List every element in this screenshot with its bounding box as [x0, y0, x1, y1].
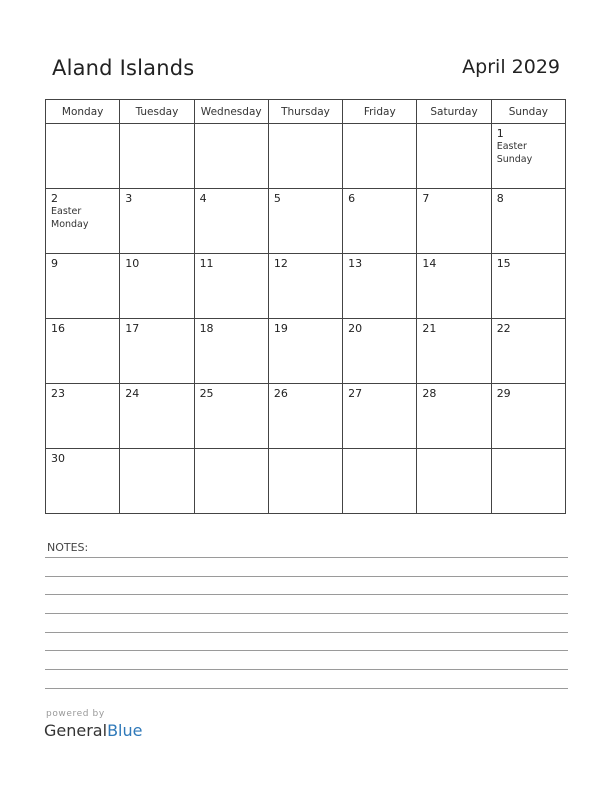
day-number: 7: [422, 192, 430, 205]
day-number: [269, 449, 342, 452]
day-number: 21: [422, 322, 437, 335]
weekday-header: Thursday: [268, 100, 342, 124]
day-cell: [491, 384, 565, 449]
notes-line: [45, 576, 568, 577]
day-number: 6: [348, 192, 356, 205]
day-number: 5: [273, 192, 281, 205]
notes-line: [45, 669, 568, 670]
weekday-header: Wednesday: [194, 100, 268, 124]
day-number: 3: [125, 192, 133, 205]
notes-line: [45, 688, 568, 689]
day-cell: [120, 384, 194, 449]
week-row: [46, 319, 566, 384]
day-number: [343, 449, 416, 452]
day-cell: [343, 124, 417, 189]
calendar-grid: [45, 99, 566, 514]
day-number: 2: [51, 192, 58, 205]
day-cell: [120, 124, 194, 189]
day-cell: [194, 124, 268, 189]
day-cell: [343, 384, 417, 449]
day-cell: [120, 254, 194, 319]
day-cell: [120, 319, 194, 384]
day-number: 24: [125, 387, 140, 400]
day-cell: [417, 384, 491, 449]
day-cell: [46, 124, 120, 189]
day-number: 12: [273, 257, 288, 270]
day-cell: [46, 449, 120, 514]
brand-blue: Blue: [107, 721, 143, 740]
day-cell: [46, 254, 120, 319]
week-row: [46, 124, 566, 189]
day-number: [269, 124, 342, 127]
day-number: 1: [496, 127, 504, 140]
day-number: [46, 124, 119, 127]
weekday-header: Saturday: [417, 100, 491, 124]
day-cell: [343, 449, 417, 514]
day-cell: [491, 254, 565, 319]
day-cell: [194, 189, 268, 254]
day-number: [120, 124, 193, 127]
powered-by-text: powered by: [46, 709, 105, 719]
day-cell: [343, 189, 417, 254]
day-number: 17: [125, 322, 140, 335]
holiday-label: Easter Monday: [51, 206, 89, 230]
day-cell: [491, 449, 565, 514]
day-cell: [417, 319, 491, 384]
week-row: [46, 384, 566, 449]
day-cell: [491, 319, 565, 384]
day-cell: [417, 254, 491, 319]
day-number: 29: [496, 387, 511, 400]
day-cell: [417, 449, 491, 514]
calendar-title: Aland Islands: [52, 56, 195, 80]
day-cell: [268, 449, 342, 514]
notes-line: [45, 632, 568, 633]
weekday-header: Tuesday: [120, 100, 194, 124]
day-number: [120, 449, 193, 452]
notes-line: [45, 613, 568, 614]
day-cell: [268, 319, 342, 384]
week-row: [46, 449, 566, 514]
day-number: 18: [199, 322, 214, 335]
day-cell: [268, 124, 342, 189]
day-number: 23: [51, 387, 65, 400]
day-number: 27: [348, 387, 363, 400]
day-number: 26: [273, 387, 288, 400]
day-cell: [46, 384, 120, 449]
day-cell: [194, 449, 268, 514]
day-cell: [194, 254, 268, 319]
day-number: [195, 449, 268, 452]
day-cell: [417, 189, 491, 254]
week-row: [46, 254, 566, 319]
day-cell: [268, 189, 342, 254]
day-number: 15: [496, 257, 511, 270]
notes-label: NOTES:: [47, 541, 89, 554]
calendar-month: April 2029: [462, 56, 560, 78]
weekday-header-row: [46, 100, 566, 124]
day-number: 9: [51, 257, 58, 270]
day-cell: [343, 254, 417, 319]
notes-line: [45, 557, 568, 558]
weekday-header: Friday: [343, 100, 417, 124]
brand-general: General: [44, 721, 108, 740]
day-cell: [120, 449, 194, 514]
day-number: 10: [125, 257, 140, 270]
day-cell: [491, 124, 565, 189]
day-number: 11: [199, 257, 214, 270]
day-number: 22: [496, 322, 511, 335]
day-cell: [194, 384, 268, 449]
notes-line: [45, 650, 568, 651]
day-number: 28: [422, 387, 437, 400]
day-cell: [46, 189, 120, 254]
day-number: 13: [348, 257, 363, 270]
day-number: [417, 449, 490, 452]
day-number: 4: [199, 192, 207, 205]
day-cell: [46, 319, 120, 384]
day-number: 8: [496, 192, 504, 205]
notes-line: [45, 594, 568, 595]
week-row: [46, 189, 566, 254]
weekday-header: Monday: [46, 100, 120, 124]
day-number: 30: [51, 452, 65, 465]
day-number: [492, 449, 565, 452]
day-cell: [491, 189, 565, 254]
weekday-header: Sunday: [491, 100, 565, 124]
day-number: 20: [348, 322, 363, 335]
day-cell: [194, 319, 268, 384]
day-cell: [268, 254, 342, 319]
day-number: 16: [51, 322, 65, 335]
day-cell: [268, 384, 342, 449]
day-cell: [417, 124, 491, 189]
holiday-label: Easter Sunday: [496, 141, 533, 165]
generalblue-logo[interactable]: [44, 721, 142, 740]
day-cell: [120, 189, 194, 254]
day-number: [417, 124, 490, 127]
day-cell: [343, 319, 417, 384]
day-number: [343, 124, 416, 127]
day-number: 14: [422, 257, 437, 270]
day-number: [195, 124, 268, 127]
day-number: 19: [273, 322, 288, 335]
day-number: 25: [199, 387, 214, 400]
